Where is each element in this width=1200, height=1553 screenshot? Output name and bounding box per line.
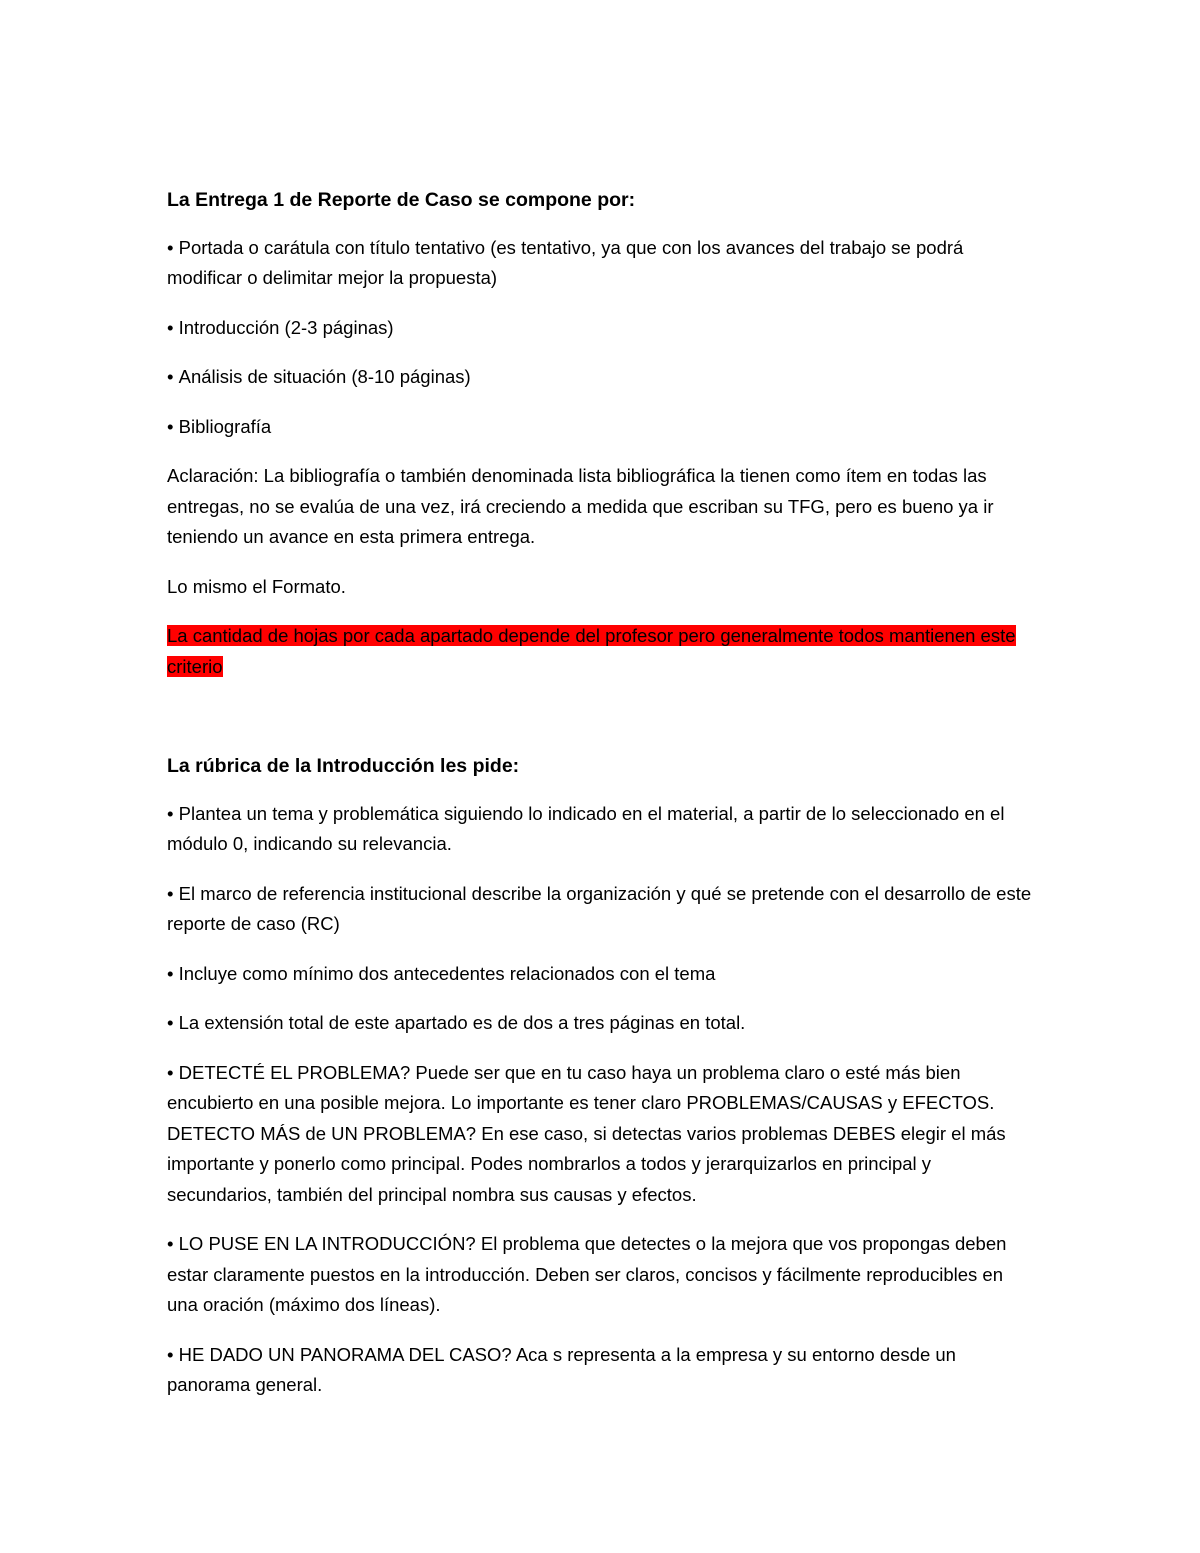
- highlighted-note: La cantidad de hojas por cada apartado depende del profesor pero generalmente todos mantienen este criterio: [167, 625, 1016, 677]
- highlight-note-wrapper: [167, 621, 1037, 682]
- bullet-marco: • El marco de referencia institucional describe la organización y qué se pretende con el desarrollo de este reporte de caso (RC): [167, 879, 1037, 940]
- format-note: Lo mismo el Formato.: [167, 575, 346, 597]
- clarification-paragraph: Aclaración: La bibliografía o también denominada lista bibliográfica la tienen como ítem en todas las entregas, no se evalúa de una vez, irá creciendo a medida que escriban su TFG, pero es bueno ya ir teniendo un avance en esta primera entrega.: [167, 465, 994, 547]
- bullet-introduccion-check: • LO PUSE EN LA INTRODUCCIÓN? El problema que detectes o la mejora que vos propongas deben estar claramente puestos en la introducción. Deben ser claros, concisos y fácilmente reproducibles en una oración (máximo dos líneas).: [167, 1229, 1037, 1321]
- bullet-antecedentes: • Incluye como mínimo dos antecedentes relacionados con el tema: [167, 959, 1037, 990]
- bullet-portada: • Portada o carátula con título tentativo (es tentativo, ya que con los avances del trabajo se podrá modificar o delimitar mejor la propuesta): [167, 233, 1037, 294]
- bullet-introduccion: • Introducción (2-3 páginas): [167, 313, 1037, 344]
- bullet-problema: • DETECTÉ EL PROBLEMA? Puede ser que en tu caso haya un problema claro o esté más bien encubierto en una posible mejora. Lo importante es tener claro PROBLEMAS/CAUSAS y EFECTOS. DETECTO MÁS de UN PROBLEMA? En ese caso, si detectas varios problemas DEBES elegir el más importante y ponerlo como principal. Podes nombrarlos a todos y jerarquizarlos en principal y secundarios, también del principal nombra sus causas y efectos.: [167, 1058, 1037, 1211]
- bullet-panorama: • HE DADO UN PANORAMA DEL CASO? Aca s representa a la empresa y su entorno desde un panorama general.: [167, 1340, 1037, 1401]
- section-heading-rubrica: La rúbrica de la Introducción les pide:: [167, 755, 520, 777]
- section-spacer: [167, 701, 1037, 751]
- bullet-bibliografia: • Bibliografía: [167, 412, 1037, 443]
- bullet-extension: • La extensión total de este apartado es de dos a tres páginas en total.: [167, 1008, 1037, 1039]
- bullet-tema: • Plantea un tema y problemática siguiendo lo indicado en el material, a partir de lo seleccionado en el módulo 0, indicando su relevancia.: [167, 799, 1037, 860]
- section-heading-entrega: La Entrega 1 de Reporte de Caso se compone por:: [167, 189, 636, 211]
- bullet-analisis: • Análisis de situación (8-10 páginas): [167, 362, 1037, 393]
- document-page: [167, 185, 1037, 1420]
